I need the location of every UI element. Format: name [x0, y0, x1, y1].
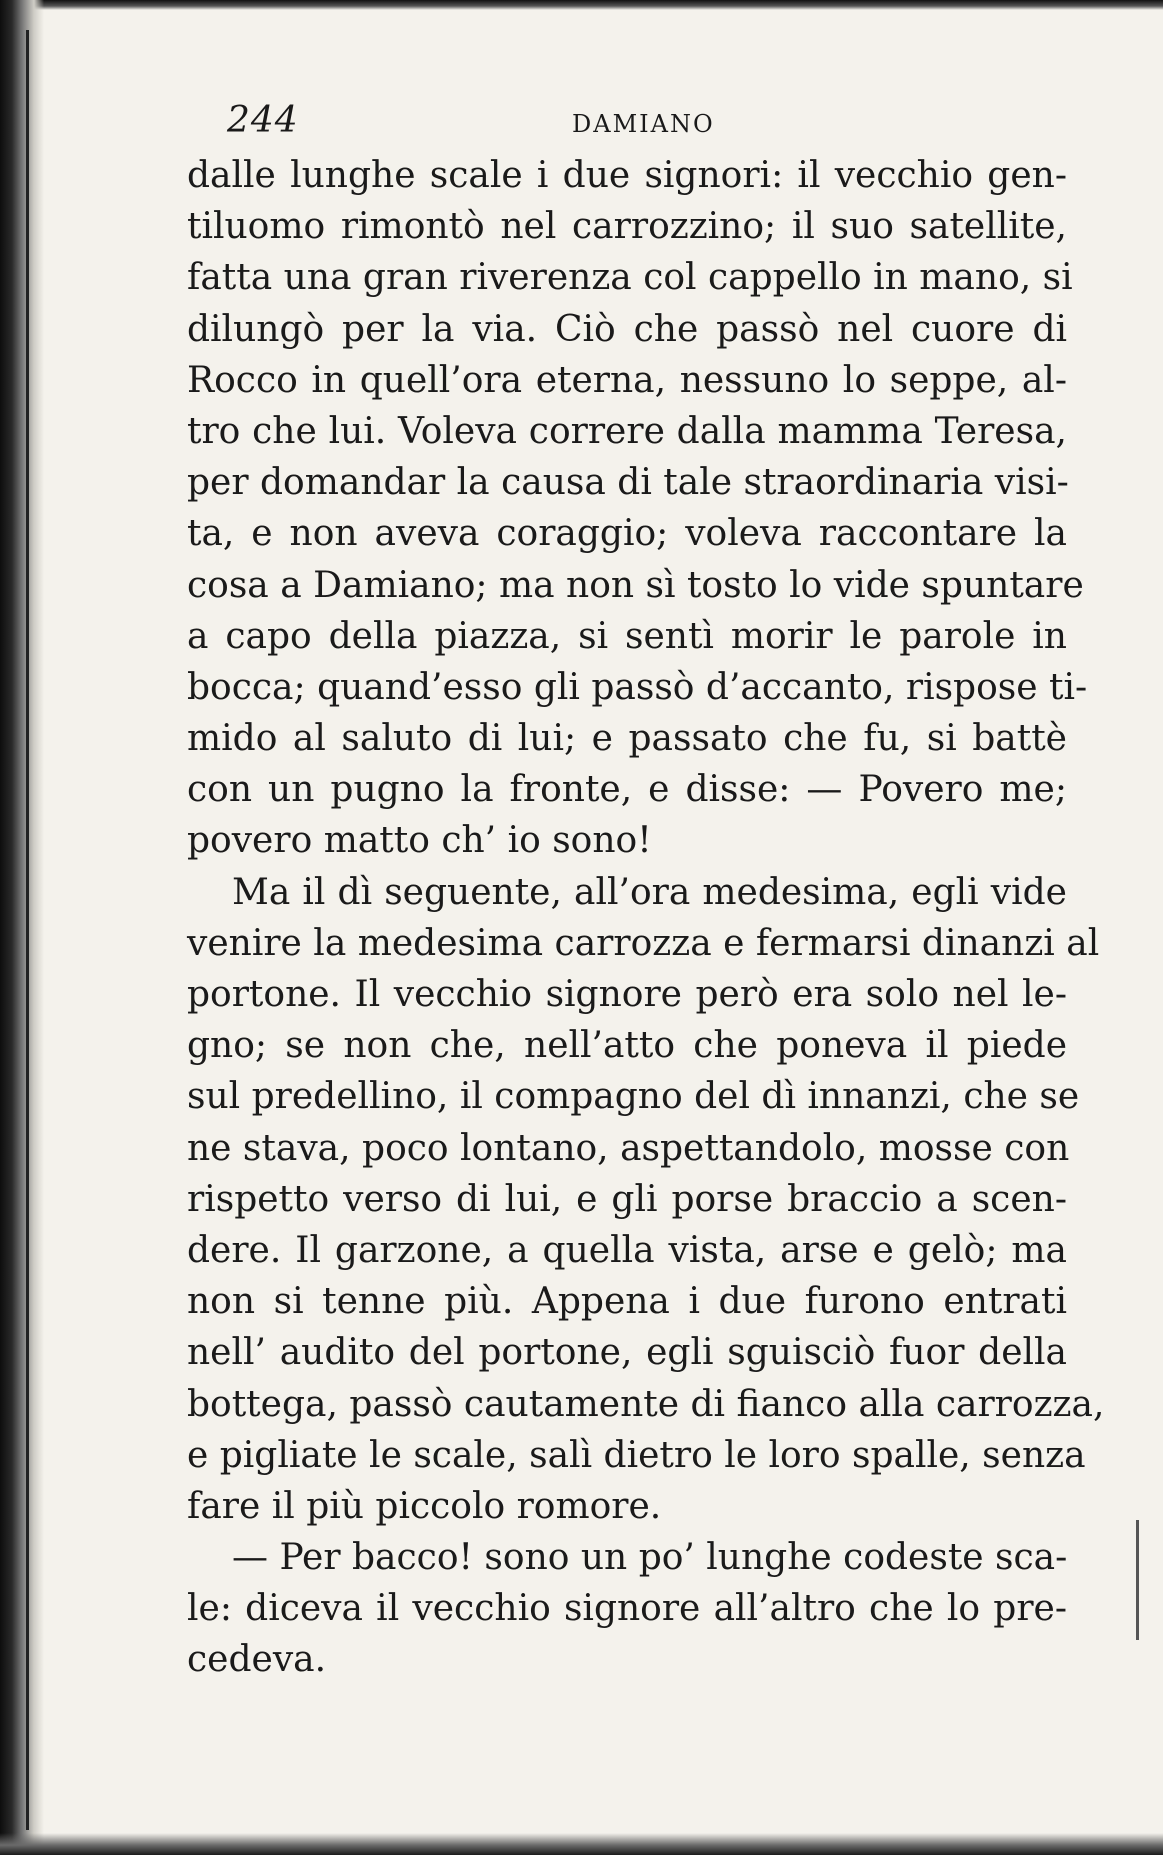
text-line: dilungò per la via. Ciò che passò nel cuore di	[187, 308, 1067, 350]
book-page	[187, 100, 1105, 1686]
running-head	[187, 100, 1067, 150]
running-title: DAMIANO	[572, 110, 715, 138]
text-line: dalle lunghe scale i due signori: il vecchio gen-	[187, 155, 1067, 196]
paragraph-start-line: — Per bacco! sono un po’ lunghe codeste sca-	[232, 1537, 1068, 1579]
text-line: venire la medesima carrozza e fermarsi dinanzi al	[187, 922, 1100, 964]
page-number: 244	[227, 100, 299, 141]
text-line: Rocco in quell’ora eterna, nessuno lo seppe, al-	[187, 359, 1067, 401]
text-line: dere. Il garzone, a quella vista, arse e gelò; ma	[187, 1229, 1067, 1271]
text-line: gno; se non che, nell’atto che poneva il piede	[187, 1025, 1067, 1067]
text-line: le: diceva il vecchio signore all’altro che lo pre-	[187, 1588, 1067, 1630]
scan-edge-right	[1136, 1520, 1139, 1640]
text-line: nell’ audito del portone, egli sguisciò fuor della	[187, 1332, 1067, 1374]
paragraph-start-line: Ma il dì seguente, all’ora medesima, egli vide	[232, 871, 1067, 913]
text-line: ne stava, poco lontano, aspettandolo, mosse con	[187, 1127, 1070, 1169]
paragraph-end-line: fare il più piccolo romore.	[187, 1485, 662, 1527]
scan-edge-top	[0, 0, 1163, 10]
text-line: bottega, passò cautamente di fianco alla carrozza,	[187, 1383, 1105, 1425]
text-line: sul predellino, il compagno del dì innanzi, che se	[187, 1076, 1080, 1118]
text-line: ta, e non aveva coraggio; voleva raccontare la	[187, 513, 1067, 555]
scan-edge-left	[0, 0, 44, 1855]
paragraph-end-line: povero matto ch’ io sono!	[187, 820, 652, 862]
text-line: e pigliate le scale, salì dietro le loro spalle, senza	[187, 1434, 1086, 1476]
text-line: con un pugno la fronte, e disse: — Povero me;	[187, 769, 1067, 811]
text-line: cosa a Damiano; ma non sì tosto lo vide spuntare	[187, 564, 1084, 606]
text-line: tiluomo rimontò nel carrozzino; il suo satellite,	[187, 206, 1067, 248]
binding-shadow	[26, 30, 29, 1830]
text-line: rispetto verso di lui, e gli porse braccio a scen-	[187, 1178, 1067, 1220]
text-line: per domandar la causa di tale straordinaria visi-	[187, 462, 1069, 504]
text-line: mido al saluto di lui; e passato che fu, si battè	[187, 718, 1067, 760]
text-line: bocca; quand’esso gli passò d’accanto, rispose ti-	[187, 666, 1088, 708]
text-line: portone. Il vecchio signore però era solo nel le-	[187, 974, 1067, 1015]
body-text	[187, 150, 1105, 1686]
text-line: non si tenne più. Appena i due furono entrati	[187, 1281, 1067, 1323]
text-line: a capo della piazza, si sentì morir le parole in	[187, 615, 1067, 657]
scan-edge-bottom	[0, 1833, 1163, 1855]
text-line: fatta una gran riverenza col cappello in mano, si	[187, 257, 1073, 299]
paragraph-end-line: cedeva.	[187, 1639, 327, 1681]
text-line: tro che lui. Voleva correre dalla mamma Teresa,	[187, 410, 1067, 452]
